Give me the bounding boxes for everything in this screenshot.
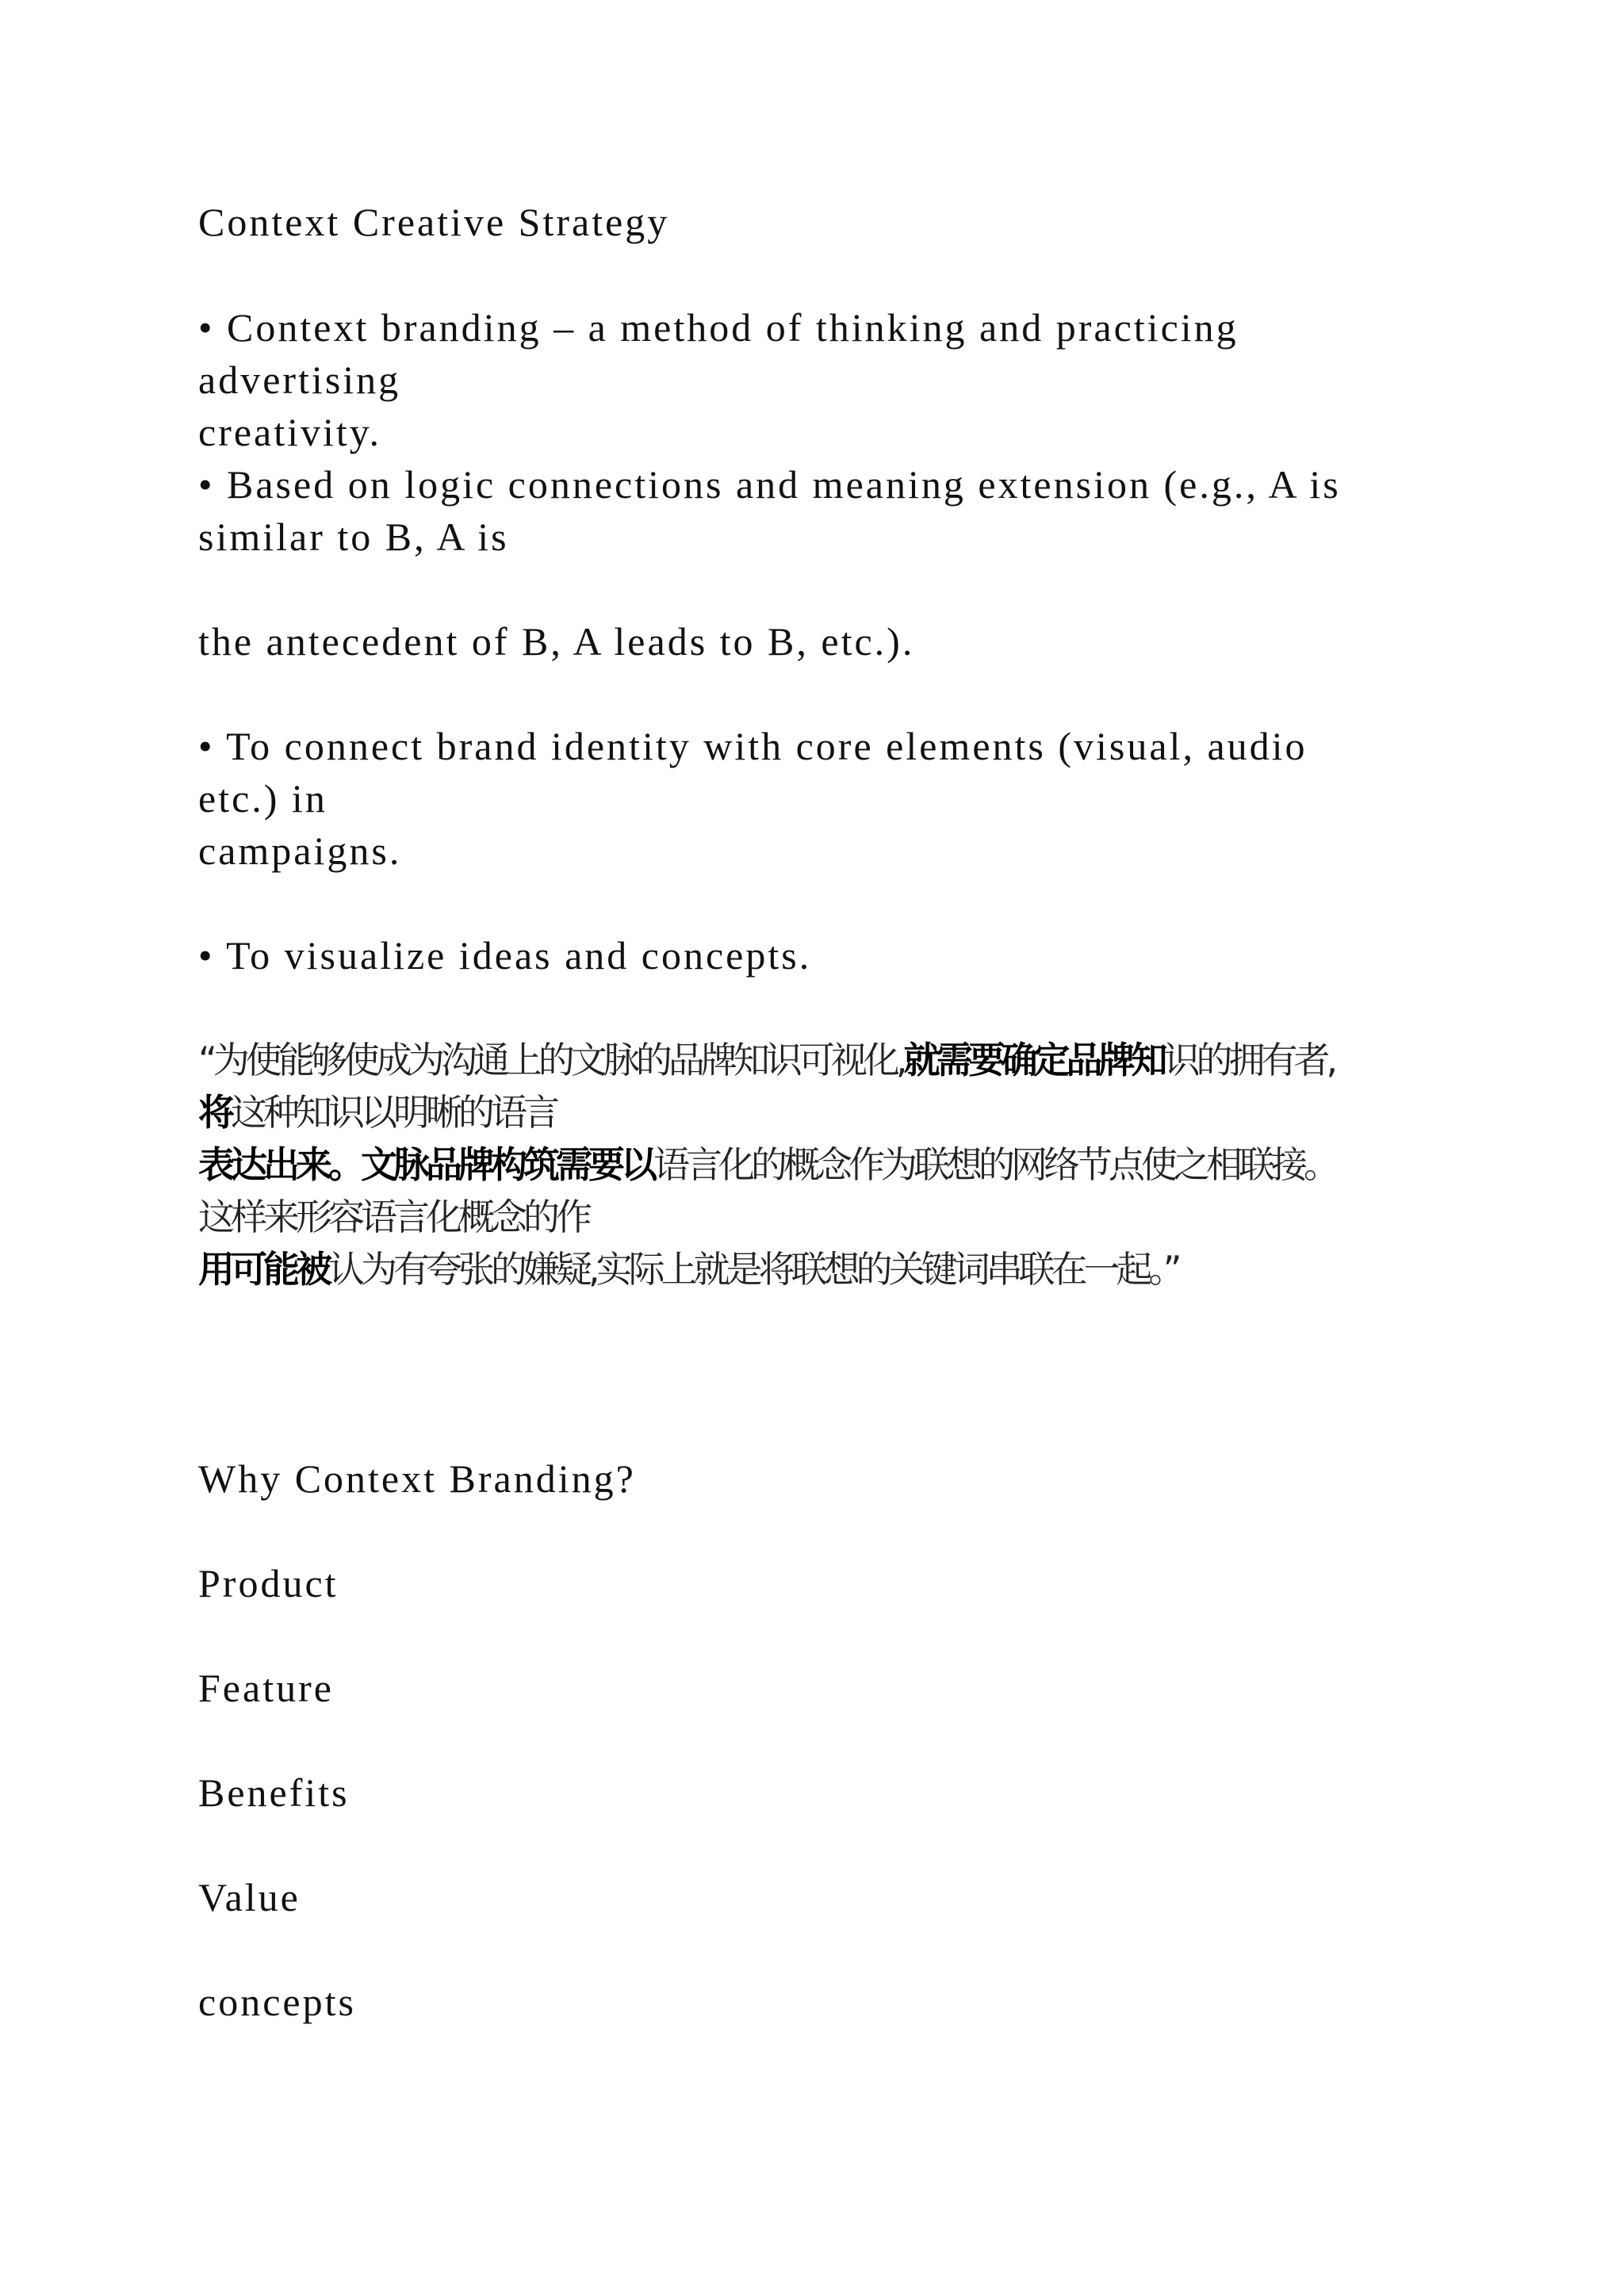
bullet-2-line-1: • Based on logic connections and meaning extension (e.g., A is	[198, 462, 1341, 507]
bullet-2-line-2: similar to B, A is	[198, 515, 509, 559]
section-title: Context Creative Strategy	[198, 200, 670, 244]
list-item-feature: Feature	[198, 1666, 334, 1710]
bullet-3-line-1: • To connect brand identity with core elements (visual, audio	[198, 724, 1308, 768]
bullet-4-line-1: • To visualize ideas and concepts.	[198, 933, 812, 978]
list-item-concepts: concepts	[198, 1980, 356, 2024]
quote-line-3: 表达出来。文脉品牌构筑需要以语言化的概念作为联想的网络节点使之相联接。	[198, 1143, 1336, 1186]
quote-line-4: 这样来形容语言化概念的作	[198, 1196, 588, 1238]
bullet-1-line-2: advertising	[198, 358, 401, 402]
bullet-1-line-3: creativity.	[198, 410, 382, 454]
list-item-benefits: Benefits	[198, 1770, 350, 1815]
list-item-value: Value	[198, 1875, 301, 1919]
quote-line-2: 将这种知识以明晰的语言	[198, 1091, 556, 1134]
section-2-title: Why Context Branding?	[198, 1456, 636, 1501]
list-item-product: Product	[198, 1561, 339, 1605]
bullet-3-line-2: etc.) in	[198, 776, 327, 821]
bullet-3-line-3: campaigns.	[198, 828, 402, 873]
quote-line-1: “为使能够使成为沟通上的文脉的品牌知识可视化,就需要确定品牌知识的拥有者,	[198, 1039, 1335, 1081]
bullet-1-line-1: • Context branding – a method of thinking and practicing	[198, 305, 1239, 350]
bullet-2-line-3: the antecedent of B, A leads to B, etc.).	[198, 619, 915, 664]
quote-line-5: 用可能被认为有夸张的嫌疑,实际上就是将联想的关键词串联在一起。”	[198, 1248, 1178, 1291]
